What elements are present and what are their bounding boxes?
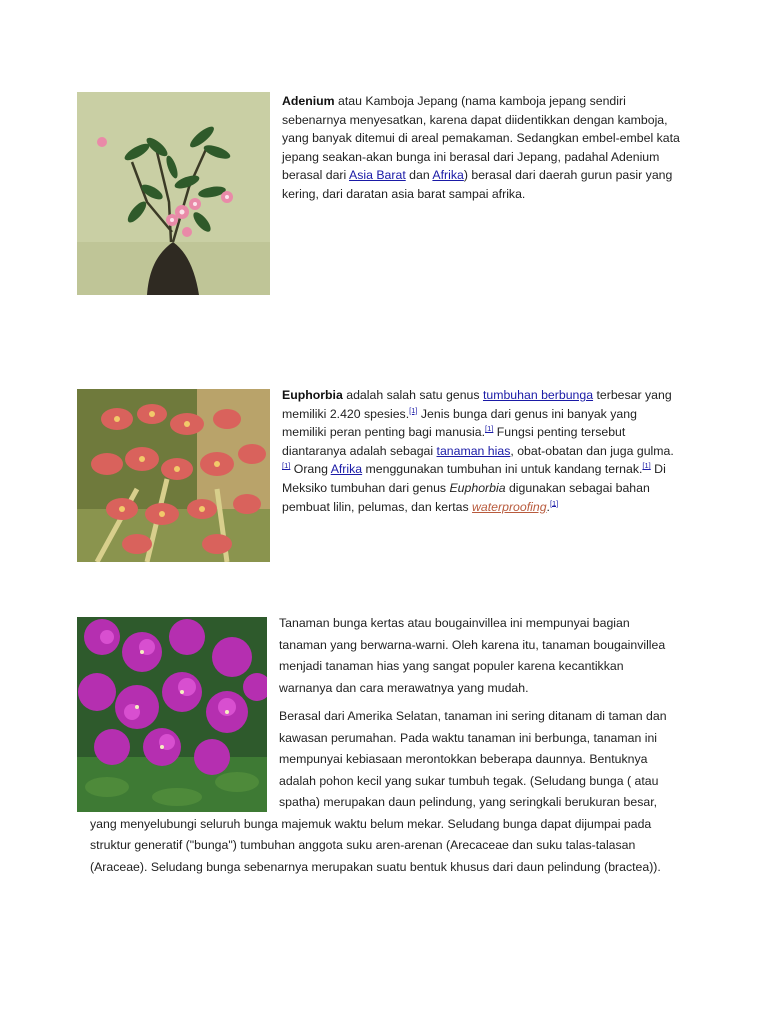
adenium-photo [77,92,270,295]
image-float-spacer [90,706,279,812]
link-asia-barat[interactable]: Asia Barat [349,168,406,183]
reference-link[interactable]: [1] [409,405,418,415]
euphorbia-photo [77,389,270,562]
link-tumbuhan-berbunga[interactable]: tumbuhan berbunga [482,388,594,402]
link-afrika[interactable]: Afrika [432,168,464,183]
euphorbia-title: Euphorbia [282,388,343,402]
link-waterproofing[interactable]: waterproofing [472,499,547,514]
reference-link[interactable]: [1] [485,424,494,434]
bougainvillea-paragraph-1: Tanaman bunga kertas atau bougainvillea ini mempunyai bagian tanaman yang berwarna-warni. Oleh karena itu, tanaman bougainvillea menjadi tanaman hias yang sangat populer karena kecantikkan warnanya dan cara merawatnya yang mudah. [279,616,666,695]
link-tanaman-hias[interactable]: tanaman hias [436,443,511,458]
adenium-description: Adenium atau Kamboja Jepang (nama kamboja jepang sendiri sebenarnya menyesatkan, karena dapat diidentikkan dengan kamboja, yang banyak ditemui di areal pemakaman. Sedangkan embel-embel kata jepang seakan-akan bunga ini berasal dari Jepang, padahal Adenium berasal dari Asia Barat dan Afrika) berasal dari daerah gurun pasir yang kering, dari daratan asia barat sampai afrika. [282,94,680,201]
link-afrika[interactable]: Afrika [330,462,363,477]
reference-link[interactable]: [1] [282,461,291,471]
reference-link[interactable]: [1] [642,461,651,471]
bougainvillea-paragraph-2: Berasal dari Amerika Selatan, tanaman ini sering ditanam di taman dan kawasan perumahan. Pada waktu tanaman ini berbunga, tanaman ini mempunyai kebiasaan merontokkan beberapa daunnya. Bentuknya adalah pohon kecil yang sukar tumbuh tegak. (Seludang bunga ( atau spatha) merupakan daun pelindung, yang seringkali berukuran besar, yang menyelubungi seluruh bunga majemuk waktu belum mekar. Seludang bunga dapat dijumpai pada struktur generatif ("bunga") tumbuhan anggota suku aren-arenan (Arecaceae dan suku talas-talasan (Araceae). Seludang bunga sebenarnya merupakan suatu bentuk khusus dari daun pelindung (bractea)). [90,706,674,878]
reference-link[interactable]: [1] [549,498,559,508]
adenium-title: Adenium [282,94,335,108]
euphorbia-description: Euphorbia adalah salah satu genus tumbuhan berbunga terbesar yang memiliki 2.420 spesies.[1] Jenis bunga dari genus ini banyak yang memiliki peran penting bagi manusia.[1] Fungsi penting tersebut diantaranya adalah sebagai tanaman hias, obat-obatan dan juga gulma.[1] Orang Afrika menggunakan tumbuhan ini untuk kandang ternak.[1] Di Meksiko tumbuhan dari genus Euphorbia digunakan sebagai bahan pembuat lilin, pelumas, dan kertas waterproofing.[1] [282,388,674,514]
